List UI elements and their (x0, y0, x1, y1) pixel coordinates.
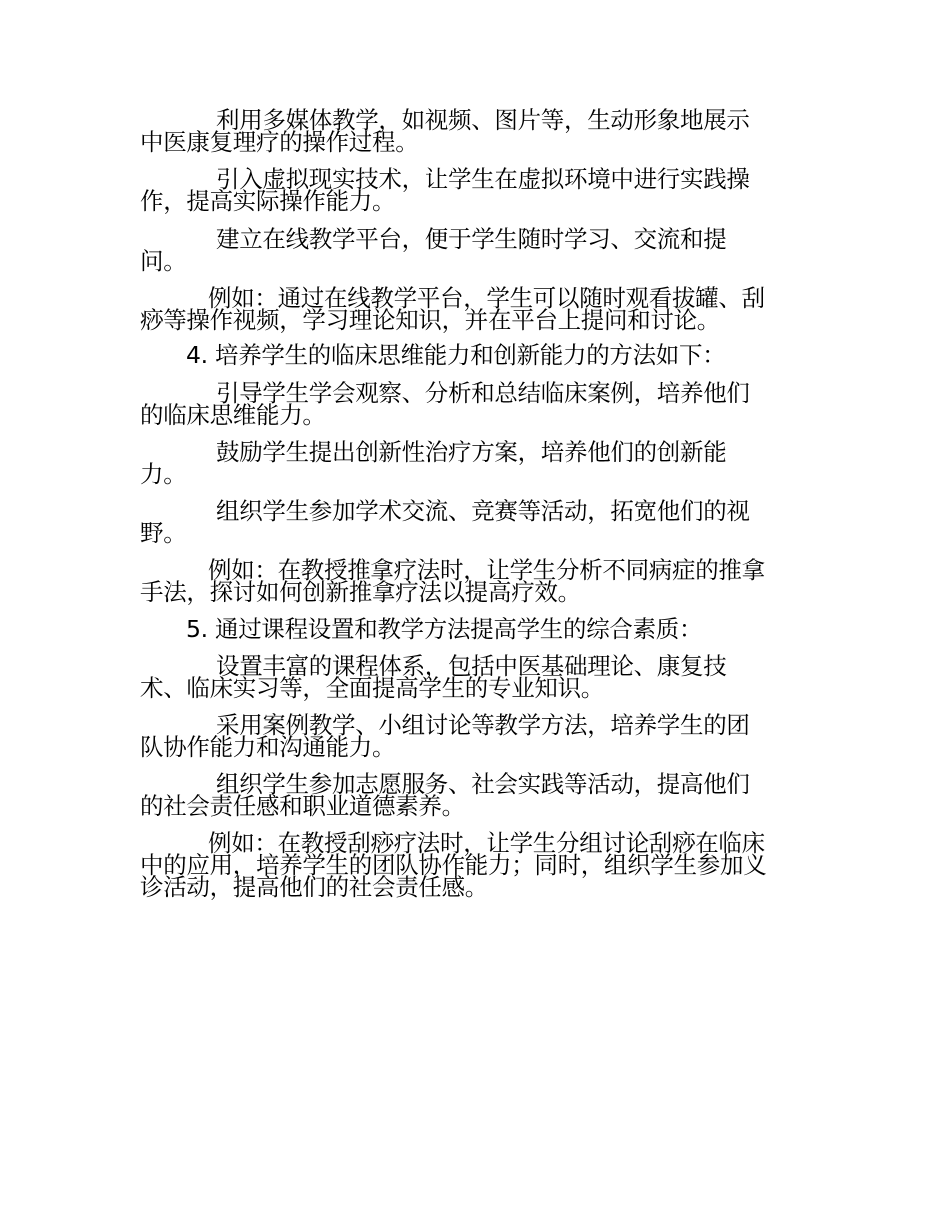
text-line: 作，提高实际操作能力。 (140, 187, 396, 215)
text-line: 痧等操作视频，学习理论知识，并在平台上提问和讨论。 (140, 306, 720, 334)
paragraph-volunteer (140, 770, 800, 820)
text-line: 的临床思维能力。 (140, 401, 326, 429)
text-line: 利用多媒体教学，如视频、图片等，生动形象地展示 (216, 106, 750, 134)
text-line: 设置丰富的课程体系，包括中医基础理论、康复技 (216, 652, 727, 680)
text-line: 例如：在教授刮痧疗法时，让学生分组讨论刮痧在临床 (208, 829, 765, 857)
text-line: 引导学生学会观察、分析和总结临床案例，培养他们 (216, 379, 750, 407)
text-line: 例如：通过在线教学平台，学生可以随时观看拔罐、刮 (208, 284, 765, 312)
section-heading-4: 4. 培养学生的临床思维能力和创新能力的方法如下： (186, 341, 726, 369)
text-line: 组织学生参加志愿服务、社会实践等活动，提高他们 (216, 770, 750, 798)
section-heading-5: 5. 通过课程设置和教学方法提高学生的综合素质： (186, 615, 703, 643)
text-line: 例如：在教授推拿疗法时，让学生分析不同病症的推拿 (208, 556, 765, 584)
text-line: 手法，探讨如何创新推拿疗法以提高疗效。 (140, 578, 581, 606)
paragraph-clinical-cases (140, 379, 800, 429)
text-line: 诊活动，提高他们的社会责任感。 (140, 873, 488, 901)
paragraph-example-massage (140, 556, 800, 606)
text-line: 建立在线教学平台，便于学生随时学习、交流和提 (216, 225, 727, 253)
text-line: 队协作能力和沟通能力。 (140, 733, 396, 761)
text-line: 采用案例教学、小组讨论等教学方法，培养学生的团 (216, 711, 750, 739)
paragraph-online-platform (140, 225, 800, 275)
paragraph-innovation (140, 438, 800, 488)
text-line: 组织学生参加学术交流、竞赛等活动，拓宽他们的视 (216, 497, 750, 525)
paragraph-example-guasha (140, 829, 800, 901)
paragraph-multimedia (140, 106, 800, 156)
paragraph-curriculum (140, 652, 800, 702)
text-line: 的社会责任感和职业道德素养。 (140, 792, 465, 820)
paragraph-example-online (140, 284, 800, 334)
text-line: 问。 (140, 247, 187, 275)
text-line: 中的应用，培养学生的团队协作能力；同时，组织学生参加义 (140, 851, 767, 879)
text-line: 野。 (140, 519, 187, 547)
text-line: 引入虚拟现实技术，让学生在虚拟环境中进行实践操 (216, 165, 750, 193)
text-line: 鼓励学生提出创新性治疗方案，培养他们的创新能 (216, 438, 727, 466)
text-line: 术、临床实习等，全面提高学生的专业知识。 (140, 674, 604, 702)
paragraph-virtual-reality (140, 165, 800, 215)
paragraph-teaching-methods (140, 711, 800, 761)
text-line: 中医康复理疗的操作过程。 (140, 128, 419, 156)
paragraph-academic-exchange (140, 497, 800, 547)
text-line: 力。 (140, 460, 187, 488)
